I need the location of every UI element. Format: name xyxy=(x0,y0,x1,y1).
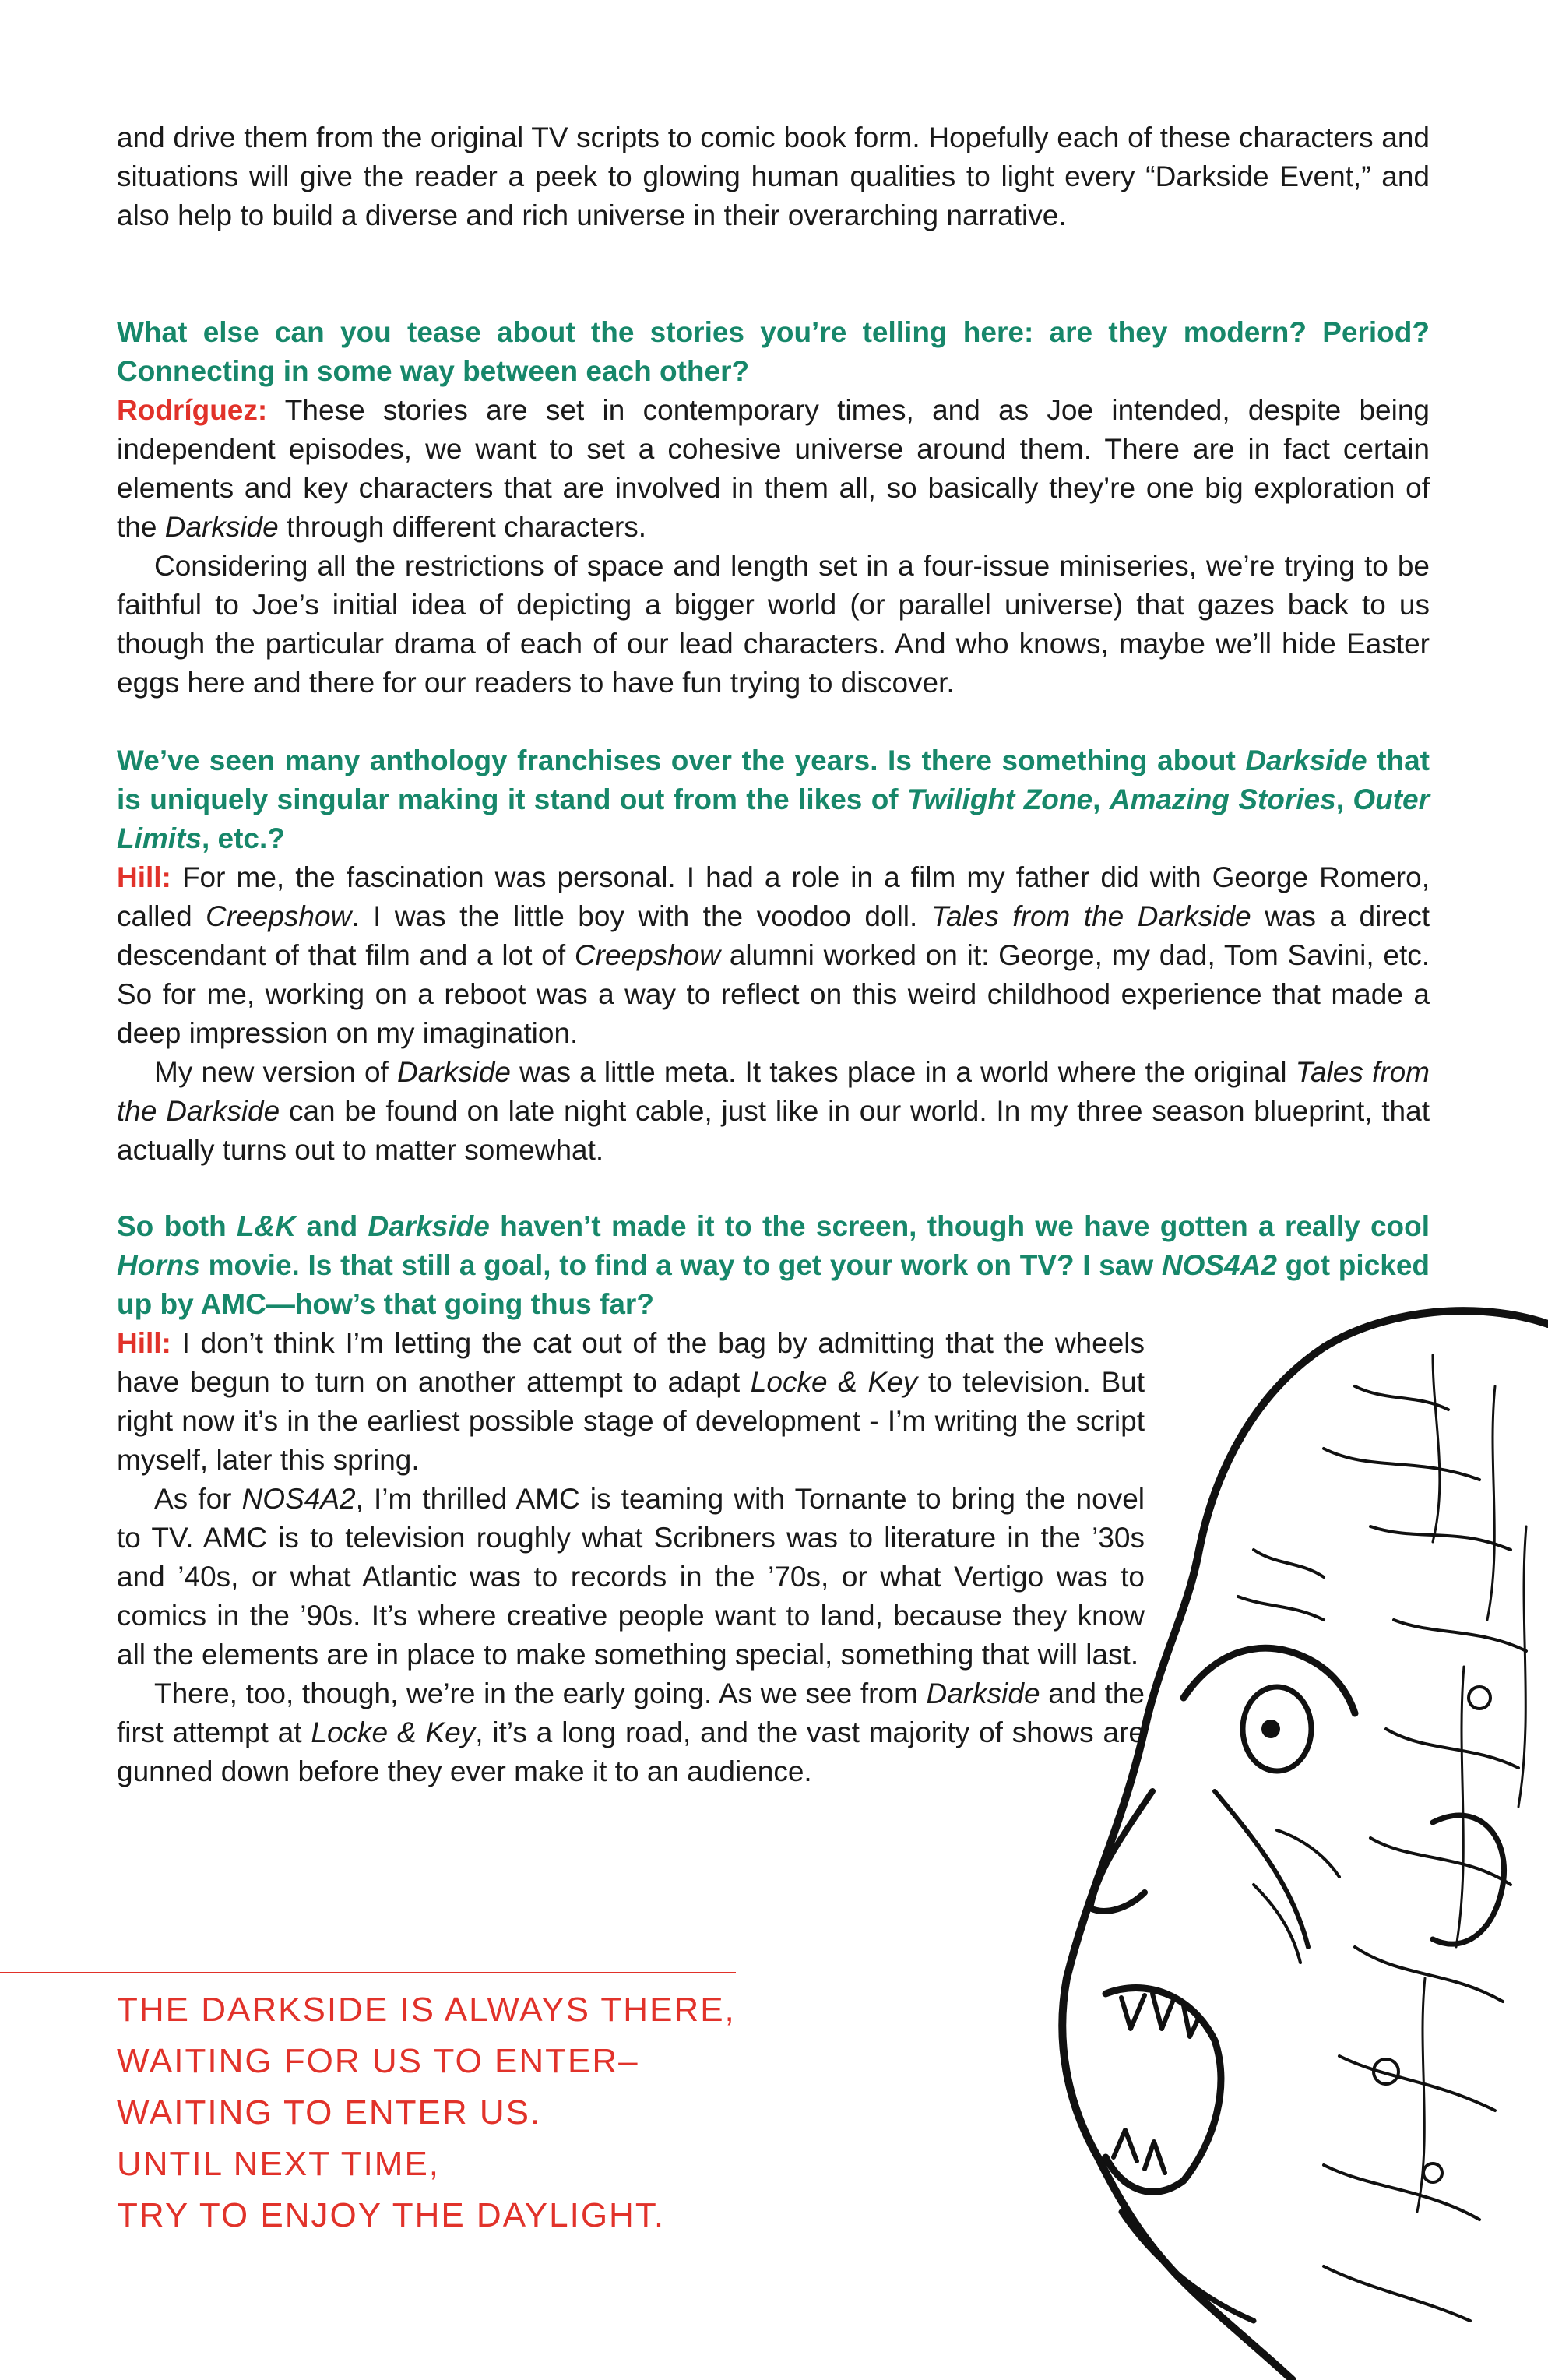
answer-text: For me, the fascination was personal. I had a role in a film my father did with George Romero, called xyxy=(117,861,1430,932)
closing-line: THE DARKSIDE IS ALWAYS THERE, xyxy=(117,1991,736,2029)
answer-text: I don’t think I’m letting the cat out of the bag by admitting that the wheels have begun to turn on another attempt to adapt xyxy=(117,1327,1145,1398)
question-text: We’ve seen many anthology franchises over the years. Is there something about xyxy=(117,745,1246,776)
question-text: So both xyxy=(117,1210,237,1242)
speaker-label: Rodríguez: xyxy=(117,394,268,426)
intro-section xyxy=(117,118,1430,235)
closing-line: WAITING FOR US TO ENTER– xyxy=(117,2042,639,2080)
answer-text: As for xyxy=(154,1483,242,1515)
question-text: got picked up by AMC—how’s that going thus far? xyxy=(117,1249,1430,1320)
title-emphasis: NOS4A2 xyxy=(241,1483,356,1515)
question-1: What else can you tease about the stories you’re telling here: are they modern? Period? Connecting in some way between each other? xyxy=(117,316,1430,387)
answer-text: through different characters. xyxy=(278,511,647,543)
title-emphasis: Tales from the Darkside xyxy=(117,1056,1430,1127)
answer-text: alumni worked on it: George, my dad, Tom Savini, etc. So for me, working on a reboot was a way to reflect on this weird childhood experience that made a deep impression on my imagination. xyxy=(117,939,1430,1049)
question-text: that is uniquely singular making it stand out from the likes of xyxy=(117,745,1430,815)
answer-text: . I was the little boy with the voodoo doll. xyxy=(351,900,931,932)
question-text: , xyxy=(1092,783,1110,815)
title-emphasis: Darkside xyxy=(368,1210,490,1242)
answer-2-paragraph-2 xyxy=(117,1053,1430,1170)
title-emphasis: Locke & Key xyxy=(311,1716,476,1748)
answer-text: can be found on late night cable, just like in our world. In my three season blueprint, that actually turns out to matter somewhat. xyxy=(117,1095,1430,1166)
title-emphasis: NOS4A2 xyxy=(1161,1249,1277,1281)
question-text: and xyxy=(296,1210,368,1242)
title-emphasis: Creepshow xyxy=(574,939,721,971)
question-2 xyxy=(117,741,1430,858)
title-emphasis: Horns xyxy=(117,1249,200,1281)
title-emphasis: L&K xyxy=(237,1210,297,1242)
answer-2-paragraph-1 xyxy=(117,858,1430,1053)
ghoul-ear xyxy=(1433,1815,1504,1944)
answer-text: , it’s a long road, and the vast majority of shows are gunned down before they ever make it to an audience. xyxy=(117,1716,1145,1787)
ghoul-illustration xyxy=(888,1293,1548,2380)
answer-text: There, too, though, we’re in the early going. As we see from xyxy=(154,1678,927,1709)
question-text: movie. Is that still a goal, to find a way to get your work on TV? I saw xyxy=(199,1249,1162,1281)
closing-line: TRY TO ENJOY THE DAYLIGHT. xyxy=(117,2196,666,2234)
answer-text: My new version of xyxy=(154,1056,397,1088)
ghoul-teeth xyxy=(1114,1994,1199,2173)
interview-section-2 xyxy=(117,741,1430,1170)
title-emphasis: Darkside xyxy=(164,511,279,543)
question-text: haven’t made it to the screen, though we have gotten a really cool xyxy=(489,1210,1430,1242)
interview-section-1 xyxy=(117,313,1430,702)
title-emphasis: Amazing Stories xyxy=(1109,783,1336,815)
title-emphasis: Creepshow xyxy=(206,900,352,932)
title-emphasis: Darkside xyxy=(926,1678,1040,1709)
intro-paragraph: and drive them from the original TV scripts to comic book form. Hopefully each of these characters and situations will give the reader a peek to glowing human qualities to light every “Darkside Event,” and also help to build a diverse and rich universe in their overarching narrative. xyxy=(117,121,1430,231)
title-emphasis: Tales from the Darkside xyxy=(931,900,1251,932)
title-emphasis: Darkside xyxy=(1245,745,1367,776)
title-emphasis: Outer Limits xyxy=(117,783,1430,854)
ghoul-brow xyxy=(1184,1648,1355,1713)
question-text: , xyxy=(1335,783,1353,815)
closing-line: WAITING TO ENTER US. xyxy=(117,2093,542,2132)
speaker-label: Hill: xyxy=(117,1327,171,1359)
answer-text: , I’m thrilled AMC is teaming with Tornante to bring the novel to TV. AMC is to television roughly what Scribners was to literature in the ’30s and ’40s, or what Atlantic was to records in the ’70s, or what Vertigo was to comics in the ’90s. It’s where creative people want to land, because they know all the elements are in place to make something special, something that will last. xyxy=(117,1483,1145,1671)
speaker-label: Hill: xyxy=(117,861,171,893)
closing-sign-off xyxy=(117,1984,818,2241)
closing-divider xyxy=(0,1972,736,1973)
title-emphasis: Locke & Key xyxy=(750,1366,918,1398)
title-emphasis: Darkside xyxy=(396,1056,511,1088)
answer-text: These stories are set in contemporary times, and as Joe intended, despite being independent episodes, we want to set a cohesive universe around them. There are in fact certain elements and key characters that are involved in them all, so basically they’re one big exploration of the xyxy=(117,394,1430,543)
question-text: , etc.? xyxy=(201,822,285,854)
answer-1-paragraph-2: Considering all the restrictions of space and length set in a four-issue miniseries, we’re trying to be faithful to Joe’s initial idea of depicting a bigger world (or parallel universe) that gazes back to us though the particular drama of each of our lead characters. And who knows, maybe we’ll hide Easter eggs here and there for our readers to have fun trying to discover. xyxy=(117,550,1430,699)
answer-1-paragraph-1 xyxy=(117,391,1430,547)
answer-text: was a little meta. It takes place in a world where the original xyxy=(510,1056,1296,1088)
closing-line: UNTIL NEXT TIME, xyxy=(117,2145,441,2183)
answer-text: to television. But right now it’s in the earliest possible stage of development - I’m writing the script myself, later this spring. xyxy=(117,1366,1145,1476)
title-emphasis: Twilight Zone xyxy=(906,783,1093,815)
answer-text: was a direct descendant of that film and a lot of xyxy=(117,900,1430,971)
answer-text: and the first attempt at xyxy=(117,1678,1145,1748)
